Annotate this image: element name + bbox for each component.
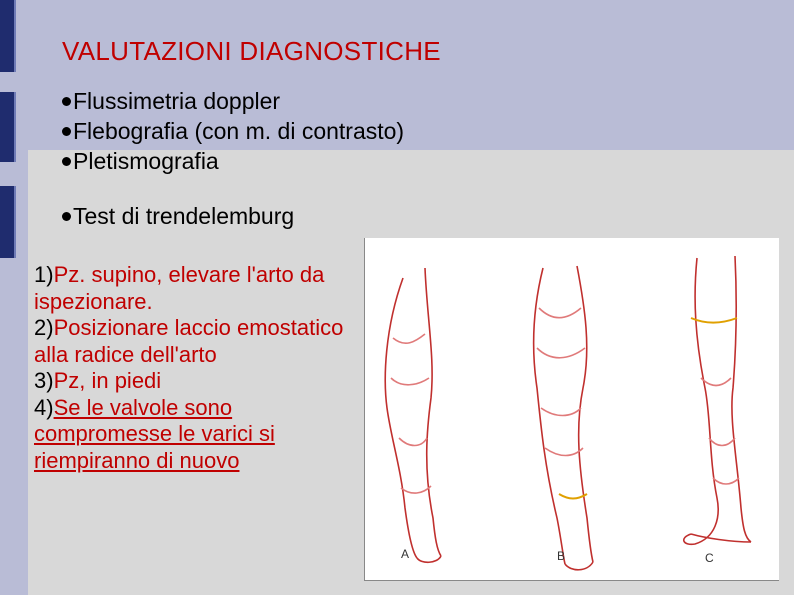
bullet-item	[62, 146, 404, 176]
step-text: Posizionare laccio emostatico alla radice dell'arto	[34, 315, 344, 367]
accent-bar-2	[0, 92, 16, 162]
bullet-text: Flussimetria doppler	[73, 88, 281, 114]
figure-label-b: B	[557, 549, 566, 563]
bullet-item	[62, 86, 404, 116]
step-text: Pz, in piedi	[53, 368, 162, 393]
bullet-dot-icon	[62, 127, 71, 136]
step-text: Se le valvole sono compromesse le varici si riempiranno di nuovo	[34, 394, 275, 473]
bullet-dot-icon	[62, 97, 71, 106]
leg-a-drawing	[385, 268, 441, 562]
step-number: 2)	[34, 315, 54, 340]
step-number: 1)	[34, 262, 54, 287]
leg-illustration	[364, 238, 779, 581]
steps-text	[34, 262, 364, 474]
slide-title: VALUTAZIONI DIAGNOSTICHE	[62, 36, 441, 66]
step-text: Pz. supino, elevare l'arto da ispezionare.	[34, 262, 325, 314]
bullet-item	[62, 116, 404, 146]
bullet-dot-icon	[62, 212, 71, 221]
step-number: 3)	[34, 368, 54, 393]
bullet-text: Flebografia (con m. di contrasto)	[73, 118, 405, 144]
leg-b-drawing	[534, 266, 593, 570]
figure-label-c: C	[705, 551, 714, 565]
bullet-dot-icon	[62, 157, 71, 166]
figure-label-a: A	[401, 547, 410, 561]
test-title: Test di trendelemburg	[73, 203, 295, 229]
bullet-text: Pletismografia	[73, 148, 219, 174]
test-heading	[62, 203, 294, 230]
step-number: 4)	[34, 394, 54, 420]
bullet-list	[62, 86, 404, 176]
leg-c-drawing	[684, 256, 751, 544]
accent-bar-3	[0, 186, 16, 258]
accent-bar-1	[0, 0, 16, 72]
leg-drawing-svg	[365, 238, 779, 580]
